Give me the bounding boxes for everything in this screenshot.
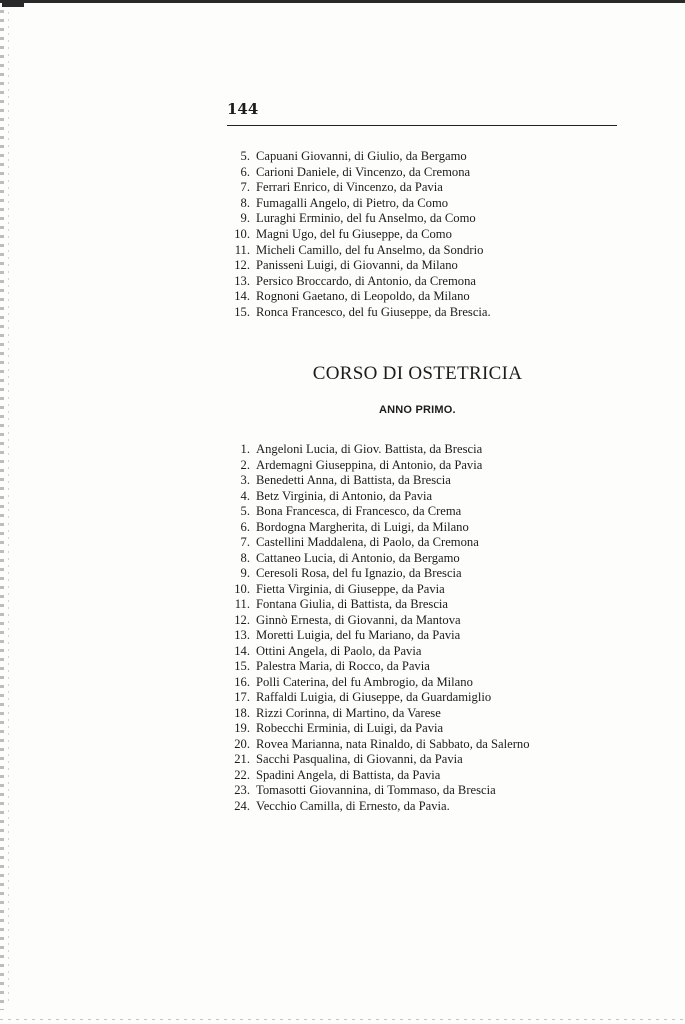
list-item [228,535,479,549]
list-item [228,180,443,194]
list-item-text: Sacchi Pasqualina, di Giovanni, da Pavia [256,752,463,766]
list-item-text: Panisseni Luigi, di Giovanni, da Milano [256,258,458,273]
list-item-number: 2. [240,457,250,472]
list-item-number: 8. [240,550,250,565]
list-item-text: Moretti Luigia, del fu Mariano, da Pavia [256,628,461,642]
list-item-number: 20. [234,736,250,751]
list-item-number: 11. [234,597,250,611]
list-item-text: Polli Caterina, del fu Ambrogio, da Milano [256,674,473,689]
list-item-text: Rovea Marianna, nata Rinaldo, di Sabbato, da Salerno [256,736,530,751]
list-item [228,597,448,611]
left-binding-edge [0,10,4,1010]
list-item-number: 9. [240,566,250,580]
list-item-number: 18. [234,705,250,720]
list-item [228,504,461,518]
list-item [228,768,440,782]
list-item-text: Rognoni Gaetano, di Leopoldo, da Milano [256,289,470,304]
list-item [228,799,450,813]
list-item [228,613,461,627]
list-item-text: Ottini Angela, di Paolo, da Pavia [256,643,422,658]
list-item-number: 9. [240,211,250,226]
list-item-text: Bordogna Margherita, di Luigi, da Milano [256,519,469,534]
list-item [228,520,469,534]
list-item-number: 7. [240,535,250,549]
list-item [228,196,448,210]
list-item-number: 14. [234,289,250,304]
list-item-number: 23. [234,783,250,797]
list-item [228,582,445,596]
list-item-text: Micheli Camillo, del fu Anselmo, da Sondrio [256,242,484,257]
year-subtitle: ANNO PRIMO. [379,404,456,416]
list-item [228,243,483,257]
list-item-number: 11. [234,242,250,257]
list-item-text: Castellini Maddalena, di Paolo, da Cremona [256,535,479,549]
list-item-number: 5. [240,504,250,518]
list-item [228,227,452,241]
list-item-number: 21. [234,752,250,766]
list-item [228,690,491,704]
list-item-text: Robecchi Erminia, di Luigi, da Pavia [256,721,444,735]
list-item-number: 8. [240,195,250,210]
list-item [228,211,476,225]
list-item-number: 12. [234,258,250,273]
list-item-text: Capuani Giovanni, di Giulio, da Bergamo [256,149,467,163]
list-item-number: 5. [240,149,250,163]
list-item [228,783,496,797]
page-number: 144 [227,100,259,118]
list-item [228,458,482,472]
list-item [228,659,430,673]
list-item-number: 13. [234,628,250,642]
top-edge-mark [2,2,24,7]
list-item-number: 15. [234,659,250,673]
list-item-text: Spadini Angela, di Battista, da Pavia [256,767,441,782]
list-item [228,289,470,303]
list-item-number: 14. [234,643,250,658]
list-item-number: 15. [234,305,250,319]
list-item-number: 17. [234,690,250,704]
list-item [228,149,467,163]
bottom-edge [0,1019,685,1020]
list-item-text: Carioni Daniele, di Vincenzo, da Cremona [256,164,471,179]
list-item-number: 10. [234,227,250,241]
list-item-number: 22. [234,767,250,782]
left-binding-edge-inner [8,12,9,1002]
list-item [228,305,491,319]
list-item-number: 12. [234,612,250,627]
list-item-text: Rizzi Corinna, di Martino, da Varese [256,705,441,720]
list-item-text: Bona Francesca, di Francesco, da Crema [256,504,462,518]
list-item-text: Ardemagni Giuseppina, di Antonio, da Pavia [256,457,483,472]
list-item-text: Fietta Virginia, di Giuseppe, da Pavia [256,581,445,596]
list-item-number: 24. [234,798,250,813]
list-item [228,489,432,503]
top-edge-rule [0,0,685,3]
list-item-text: Ferrari Enrico, di Vincenzo, da Pavia [256,180,443,195]
list-item-text: Vecchio Camilla, di Ernesto, da Pavia. [256,798,450,813]
list-item-number: 3. [240,473,250,487]
list-item-text: Fumagalli Angelo, di Pietro, da Como [256,195,449,210]
list-item [228,737,530,751]
list-item-text: Betz Virginia, di Antonio, da Pavia [256,488,433,503]
list-item [228,165,470,179]
list-item-number: 6. [240,164,250,179]
header-rule [227,125,617,126]
list-item-text: Luraghi Erminio, del fu Anselmo, da Como [256,211,476,226]
list-item-text: Cattaneo Lucia, di Antonio, da Bergamo [256,550,460,565]
list-item [228,566,462,580]
list-item-text: Tomasotti Giovannina, di Tommaso, da Brescia [256,783,496,797]
list-item [228,675,473,689]
list-item-text: Ceresoli Rosa, del fu Ignazio, da Brescia [256,566,462,580]
list-item [228,442,482,456]
list-item-number: 10. [234,581,250,596]
list-item-number: 4. [240,488,250,503]
list-item [228,258,458,272]
list-item-number: 16. [234,674,250,689]
list-item-text: Ginnò Ernesta, di Giovanni, da Mantova [256,612,461,627]
list-item-text: Magni Ugo, del fu Giuseppe, da Como [256,227,452,241]
list-item [228,274,476,288]
list-item-number: 13. [234,273,250,288]
section-title: CORSO DI OSTETRICIA [312,363,523,384]
list-item [228,628,460,642]
list-item [228,721,443,735]
list-item [228,706,441,720]
list-item [228,473,451,487]
list-item-text: Palestra Maria, di Rocco, da Pavia [256,659,430,673]
list-item [228,551,460,565]
list-item-text: Fontana Giulia, di Battista, da Brescia [256,597,449,611]
list-item-number: 19. [234,721,250,735]
list-item-text: Ronca Francesco, del fu Giuseppe, da Brescia. [256,305,491,319]
list-item [228,644,421,658]
list-item-number: 6. [240,519,250,534]
list-item [228,752,463,766]
list-item-number: 1. [240,442,250,456]
list-item-number: 7. [240,180,250,195]
list-item-text: Persico Broccardo, di Antonio, da Cremona [256,273,476,288]
list-item-text: Raffaldi Luigia, di Giuseppe, da Guardamiglio [256,690,492,704]
list-item-text: Benedetti Anna, di Battista, da Brescia [256,473,451,487]
list-item-text: Angeloni Lucia, di Giov. Battista, da Brescia [256,442,483,456]
